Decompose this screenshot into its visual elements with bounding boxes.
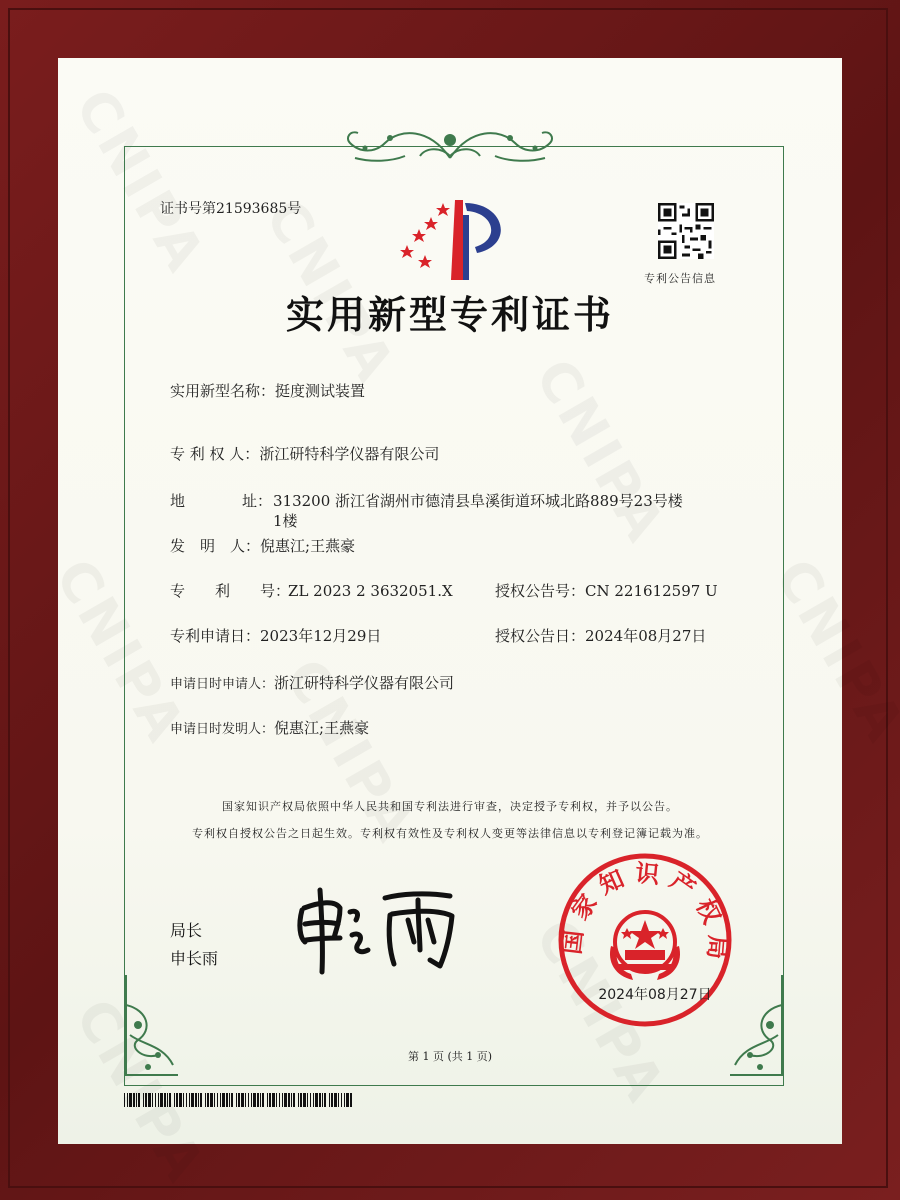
handwritten-signature (290, 880, 470, 980)
field-patentee (170, 444, 439, 464)
field-label: 发 明 人： (170, 537, 261, 555)
field-value: ZL 2023 2 3632051.X (288, 582, 453, 600)
field-address-value-line1: 313200 浙江省湖州市德清县阜溪街道环城北路889号23号楼 (273, 492, 683, 510)
statement-line-2: 专利权自授权公告之日起生效。专利权有效性及专利权人变更等法律信息以专利登记簿记载为准。 (192, 827, 708, 840)
field-value: 倪惠江;王燕豪 (260, 537, 356, 555)
certificate-title: 实用新型专利证书 (285, 293, 614, 337)
field-address-label-left: 地 (170, 492, 186, 510)
barcode-icon (124, 1093, 354, 1107)
field-label: 授权公告日： (495, 627, 586, 645)
field-value: 2024年08月27日 (585, 627, 707, 645)
field-grant-publication-number (495, 581, 718, 601)
statement-line-1: 国家知识产权局依照中华人民共和国专利法进行审查，决定授予专利权，并予以公告。 (222, 800, 678, 813)
field-inventor (170, 536, 355, 556)
field-value: 浙江研特科学仪器有限公司 (274, 674, 455, 692)
director-name: 申长雨 (170, 949, 219, 968)
field-label: 专 利 号： (170, 582, 291, 600)
qr-code-icon[interactable] (656, 203, 716, 259)
field-value: 倪惠江;王燕豪 (274, 719, 370, 737)
field-value: 挺度测试装置 (275, 382, 366, 400)
corner-ornament-left (118, 975, 188, 1085)
page-number: 第 1 页 (共 1 页) (407, 1050, 493, 1063)
field-utility-model-name (170, 381, 365, 401)
field-address-value-line2: 1楼 (273, 512, 298, 530)
qr-label: 专利公告信息 (644, 272, 716, 285)
field-label: 实用新型名称： (170, 382, 276, 400)
field-inventor-at-filing (170, 718, 369, 740)
seal-text: 国家知识产权局 (557, 858, 733, 970)
field-grant-publication-date (495, 626, 706, 646)
field-applicant-at-filing (170, 673, 454, 695)
field-value: 浙江研特科学仪器有限公司 (259, 445, 440, 463)
field-filing-date (170, 626, 381, 646)
cnipa-logo-icon (395, 195, 515, 285)
top-ornament (330, 118, 570, 168)
field-label: 申请日时申请人： (170, 677, 275, 692)
field-patent-number (170, 581, 453, 601)
field-label: 申请日时发明人： (170, 722, 275, 737)
field-value: 2023年12月29日 (260, 627, 382, 645)
field-value: CN 221612597 U (585, 582, 718, 600)
seal-date: 2024年08月27日 (598, 987, 712, 1003)
director-title: 局长 (170, 921, 203, 940)
field-label: 授权公告号： (495, 582, 586, 600)
certificate-number: 证书号第21593685号 (160, 201, 302, 217)
field-label: 专 利 权 人： (170, 445, 260, 463)
field-address-label-right: 址： (242, 492, 273, 510)
field-label: 专利申请日： (170, 627, 261, 645)
